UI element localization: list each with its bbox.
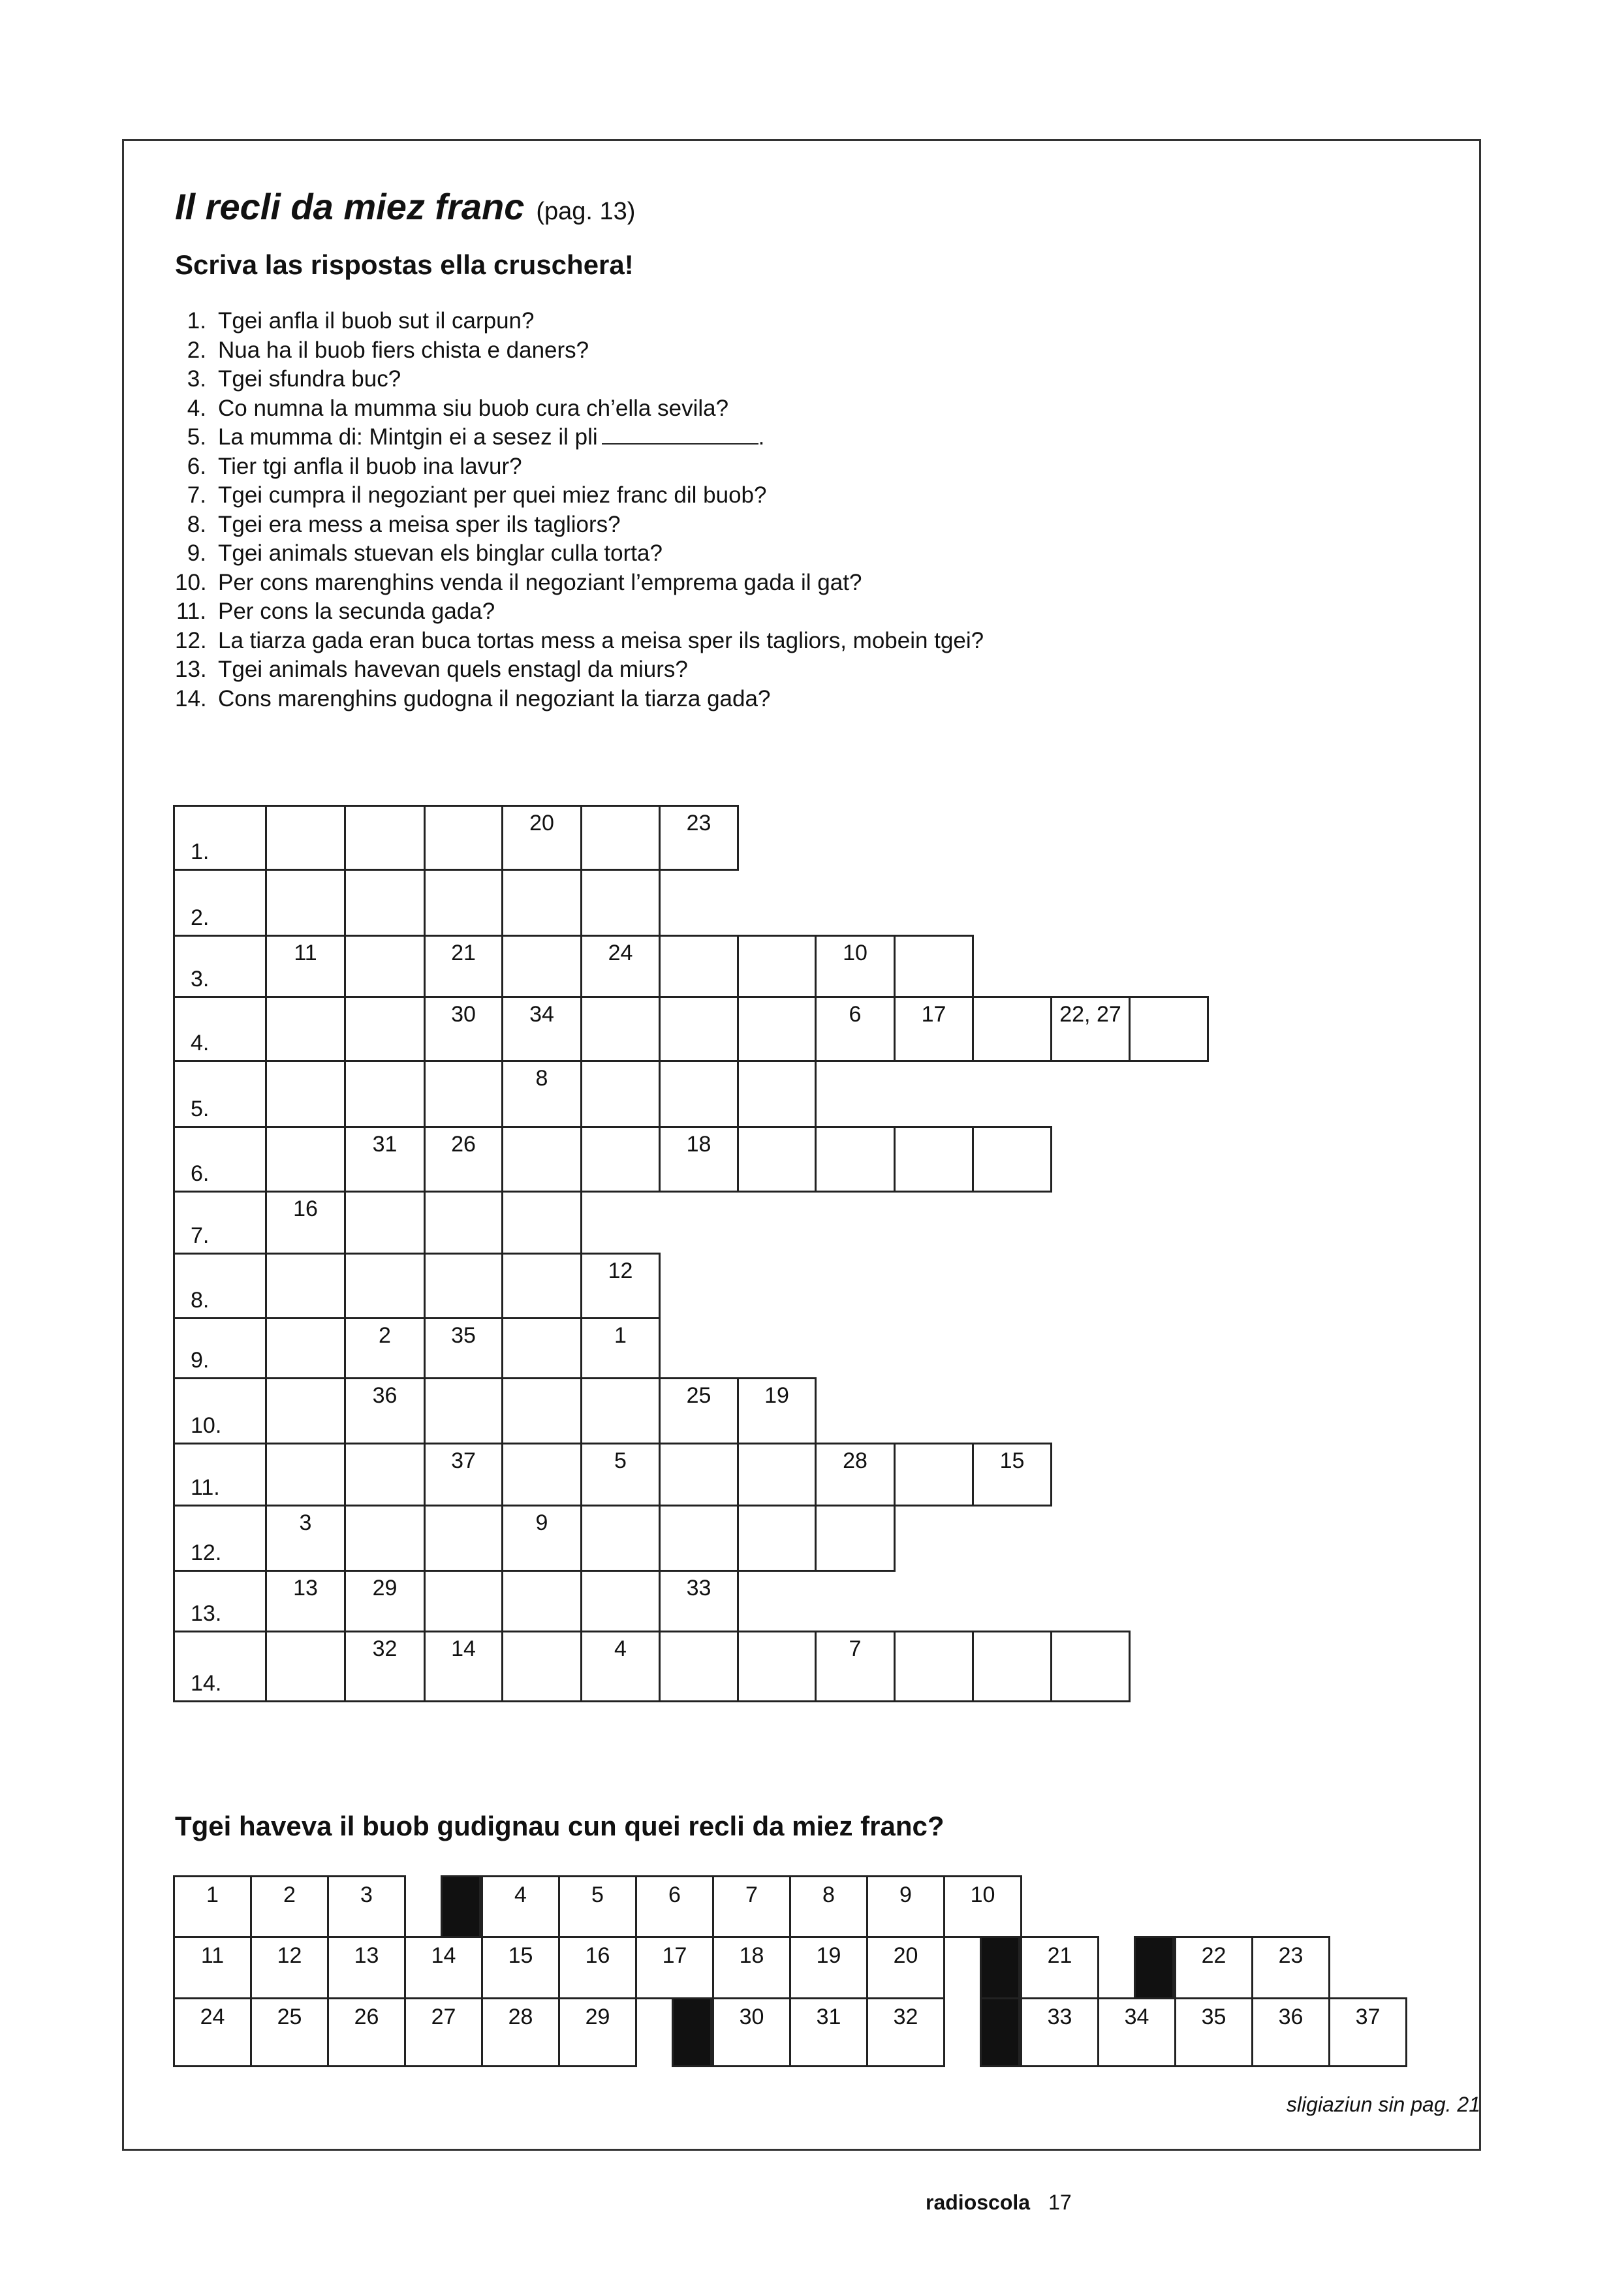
question-number: 13. [175,657,207,682]
cell-number: 28 [843,1448,867,1473]
cell-number: 17 [921,1002,946,1027]
question-number: 2. [187,337,206,363]
solution-number: 3 [360,1882,373,1907]
solution-number: 35 [1201,2005,1226,2029]
row-label: 1. [191,839,210,864]
solution-number: 36 [1278,2005,1304,2029]
question-item [175,539,984,569]
row-label: 4. [191,1031,210,1055]
question-item [175,307,984,336]
cell-number: 30 [451,1002,476,1027]
question-number: 8. [187,511,206,537]
cell-number: 8 [535,1066,548,1091]
cell-number: 10 [843,941,867,965]
row-label: 5. [191,1097,210,1121]
question-text: Tgei animals stuevan els binglar culla torta? [218,540,663,566]
solution-reference: sligiaziun sin pag. 21 [1286,2093,1480,2116]
cell-number: 14 [451,1636,476,1661]
question-text: Tgei anfla il buob sut il carpun? [218,308,535,334]
cell-number: 11 [294,941,317,965]
page-footer [926,2191,1072,2215]
solution-number: 17 [662,1943,687,1968]
solution-number: 15 [508,1943,533,1968]
question-number: 7. [187,482,206,508]
cell-number: 34 [529,1002,554,1027]
solution-number: 16 [585,1943,610,1968]
question-number: 14. [175,685,207,711]
question-text: Tgei animals havevan quels enstagl da miurs? [218,657,688,682]
question-number: 11. [176,599,206,624]
cell-number: 5 [614,1448,627,1473]
question-item [175,365,984,394]
solution-number: 19 [816,1943,841,1968]
page-reference: (pag. 13) [536,198,636,225]
solution-number: 25 [277,2005,302,2029]
solution-number: 26 [354,2005,379,2029]
instruction: Scriva las rispostas ella cruschera! [175,249,634,280]
cell-number: 36 [372,1383,398,1408]
question-text: Per cons la secunda gada? [218,599,495,624]
solution-number: 33 [1047,2005,1072,2029]
cell-number: 35 [451,1323,476,1348]
question-number: 6. [187,453,206,479]
question-number: 1. [187,308,206,334]
cell-number: 9 [535,1510,548,1535]
solution-number: 11 [200,1943,225,1968]
solution-number: 6 [668,1882,681,1907]
solution-title: Tgei haveva il buob gudignau cun quei recli da miez franc? [175,1811,945,1841]
question-text: La mumma di: Mintgin ei a sesez il pli [218,424,598,450]
question-item [175,423,984,452]
question-text: Tgei cumpra il negoziant per quei miez franc dil buob? [218,482,767,508]
cell-number: 2 [379,1323,391,1348]
solution-number: 10 [970,1882,995,1907]
question-item [175,569,984,598]
question-number: 12. [175,627,207,653]
cell-number: 18 [686,1132,711,1157]
solution-number: 29 [585,2005,610,2029]
cell-number: 15 [999,1448,1025,1473]
solution-number: 7 [745,1882,758,1907]
row-label: 7. [191,1223,210,1248]
solution-number: 14 [431,1943,456,1968]
answer-blank[interactable] [602,426,758,445]
question-item [175,510,984,540]
cell-number: 37 [451,1448,476,1473]
row-label: 13. [191,1601,222,1626]
question-text: Cons marenghins gudogna il negoziant la tiarza gada? [218,685,771,711]
cell-number: 21 [451,941,476,965]
cell-number: 20 [529,811,554,835]
cell-number: 1 [614,1323,627,1348]
solution-number: 27 [431,2005,456,2029]
question-text: La tiarza gada eran buca tortas mess a meisa sper ils tagliors, mobein tgei? [218,627,984,653]
page-number: 17 [1048,2191,1072,2214]
solution-number: 4 [514,1882,527,1907]
question-item [175,685,984,714]
question-list [175,307,984,713]
solution-number: 18 [739,1943,764,1968]
cell-number: 19 [764,1383,789,1408]
question-text: Nua ha il buob fiers chista e daners? [218,337,589,363]
question-item [175,627,984,656]
solution-number: 2 [283,1882,296,1907]
solution-number: 1 [206,1882,219,1907]
cell-number: 33 [686,1576,711,1600]
solution-number: 12 [277,1943,302,1968]
question-text: Tier tgi anfla il buob ina lavur? [218,453,522,479]
row-label: 10. [191,1413,222,1438]
question-item [175,336,984,366]
cell-number: 4 [614,1636,627,1661]
question-number: 3. [187,366,206,392]
solution-number: 23 [1278,1943,1304,1968]
solution-number: 28 [508,2005,533,2029]
cell-number: 24 [608,941,633,965]
row-label: 11. [191,1475,220,1500]
cell-number: 16 [293,1196,318,1221]
question-number: 10. [175,569,207,595]
question-text: Tgei sfundra buc? [218,366,401,392]
cell-number: 23 [686,811,711,835]
row-label: 12. [191,1540,222,1565]
solution-number: 8 [822,1882,835,1907]
footer-brand: radioscola [926,2191,1031,2214]
cell-number: 25 [686,1383,711,1408]
row-label: 2. [191,905,210,930]
row-label: 3. [191,967,210,991]
question-text: Tgei era mess a meisa sper ils tagliors? [218,511,621,537]
question-item [175,394,984,424]
row-label: 8. [191,1288,210,1313]
cell-number: 29 [372,1576,398,1600]
solution-number: 30 [739,2005,764,2029]
question-item [175,597,984,627]
solution-number: 5 [591,1882,604,1907]
solution-number: 34 [1124,2005,1149,2029]
question-item [175,655,984,685]
question-punctuation: . [758,424,765,450]
question-item [175,452,984,482]
page-title [175,185,635,228]
solution-number: 37 [1355,2005,1381,2029]
solution-number: 21 [1047,1943,1072,1968]
question-item [175,481,984,510]
solution-number: 13 [354,1943,379,1968]
row-label: 9. [191,1348,210,1373]
question-text: Co numna la mumma siu buob cura ch’ella sevila? [218,395,729,421]
solution-number: 24 [200,2005,225,2029]
cell-number: 13 [293,1576,318,1600]
row-label: 6. [191,1161,210,1186]
cell-number: 32 [372,1636,398,1661]
solution-number: 22 [1201,1943,1226,1968]
cell-number: 12 [608,1258,633,1283]
question-number: 4. [187,395,206,421]
question-number: 9. [187,540,206,566]
solution-number: 20 [893,1943,918,1968]
solution-number: 9 [899,1882,912,1907]
cell-number: 7 [849,1636,862,1661]
title-text: Il recli da miez franc [175,186,525,227]
row-label: 14. [191,1671,222,1696]
cell-number: 26 [451,1132,476,1157]
cell-number: 31 [372,1132,398,1157]
question-number: 5. [187,424,206,450]
solution-number: 32 [893,2005,918,2029]
cell-number: 6 [849,1002,862,1027]
cell-number: 3 [299,1510,312,1535]
cell-number: 22, 27 [1059,1002,1121,1027]
question-text: Per cons marenghins venda il negoziant l’emprema gada il gat? [218,569,862,595]
solution-number: 31 [816,2005,841,2029]
